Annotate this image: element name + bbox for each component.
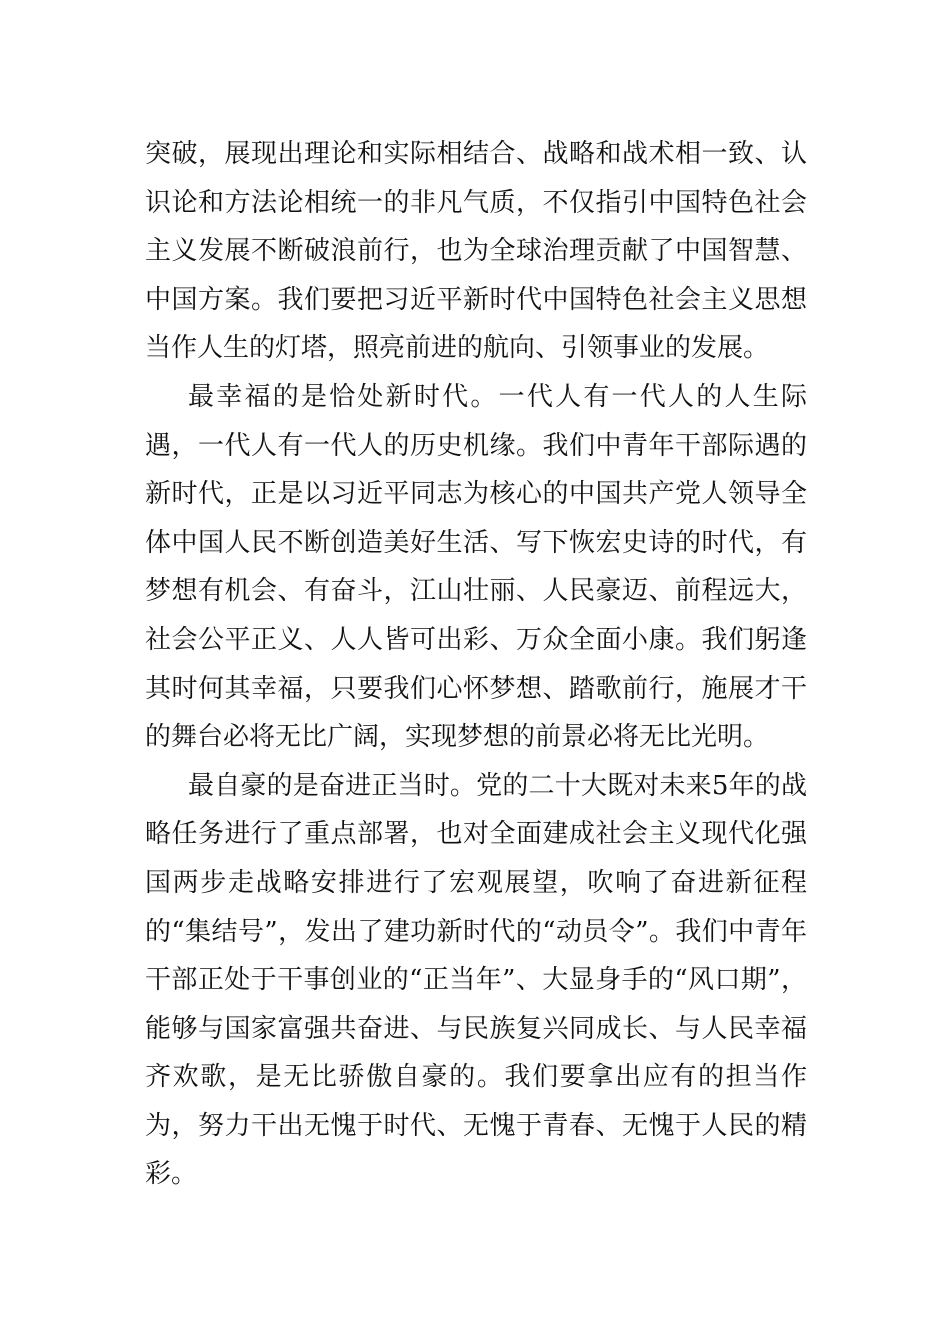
paragraph-3: 最自豪的是奋进正当时。党的二十大既对未来5年的战略任务进行了重点部署，也对全面建成社会主义现代化强国两步走战略安排进行了宏观展望，吹响了奋进新征程的“集结号”，发出了建功新时代的“动员令”。我们中青年干部正处于干事创业的“正当年”、大显身手的“风口期”，能够与国家富强共奋进、与民族复兴同成长、与人民幸福齐欢歌，是无比骄傲自豪的。我们要拿出应有的担当作为，努力干出无愧于时代、无愧于青春、无愧于人民的精彩。 <box>145 770 807 1190</box>
paragraph-1: 突破，展现出理论和实际相结合、战略和战术相一致、认识论和方法论相统一的非凡气质，不仅指引中国特色社会主义发展不断破浪前行，也为全球治理贡献了中国智慧、中国方案。我们要把习近平新时代中国特色社会主义思想当作人生的灯塔，照亮前进的航向、引领事业的发展。 <box>145 139 807 364</box>
document-body <box>145 130 807 1199</box>
paragraph-2: 最幸福的是恰处新时代。一代人有一代人的人生际遇，一代人有一代人的历史机缘。我们中青年干部际遇的新时代，正是以习近平同志为核心的中国共产党人领导全体中国人民不断创造美好生活、写下恢宏史诗的时代，有梦想有机会、有奋斗，江山壮丽、人民豪迈、前程远大，社会公平正义、人人皆可出彩、万众全面小康。我们躬逢其时何其幸福，只要我们心怀梦想、踏歌前行，施展才干的舞台必将无比广阔，实现梦想的前景必将无比光明。 <box>145 381 807 753</box>
